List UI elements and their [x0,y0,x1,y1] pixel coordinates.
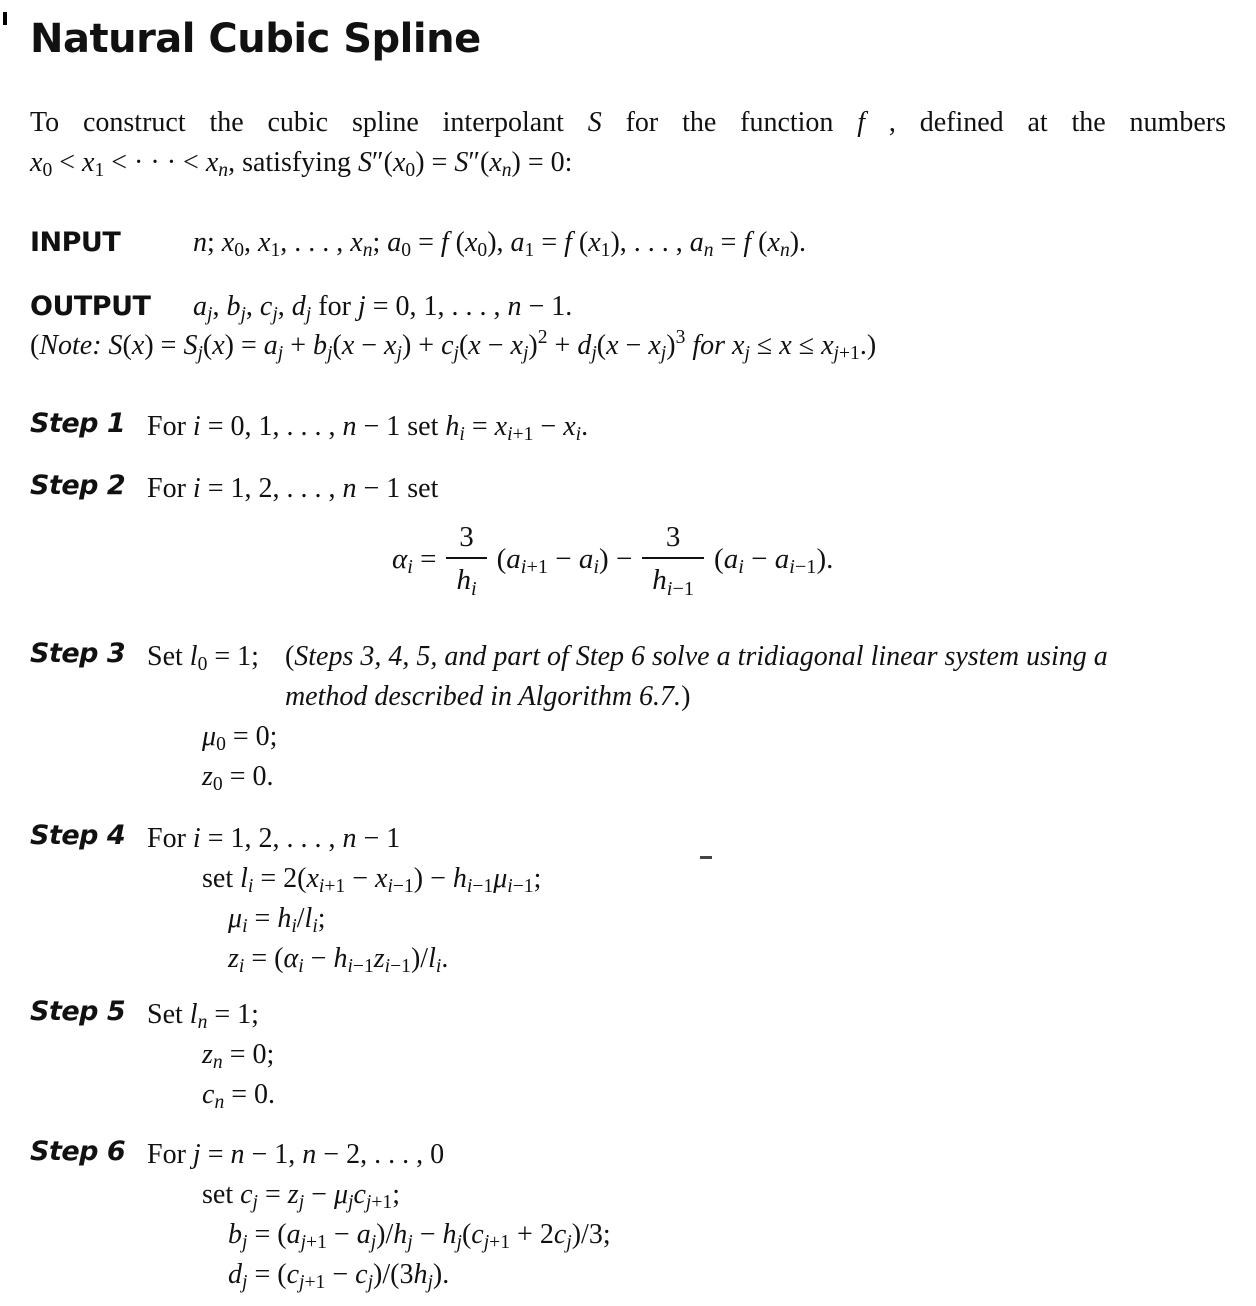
step-3-mu-line: $\mu_0 = 0$; [202,721,278,756]
fraction-2 [642,517,704,601]
intro-line-2: $x_0 < x_1$ < · · · < $x_n$, satisfying $S''(x_0) = S''(x_n) = 0$: [30,147,573,182]
step-5-label: Step 5 [30,996,126,1027]
step-4-label: Step 4 [30,820,126,851]
step-3-z-line: $z_0 = 0$. [202,761,274,796]
step-6-body [147,1135,1226,1295]
formula-lhs: $\alpha_i$ = [392,542,437,579]
step-5-c-line: $c_n = 0$. [202,1079,276,1114]
step-2-body [147,469,1226,509]
input-row [30,223,1226,263]
output-note: (Note: $S(x) = S_j(x) = a_j + b_j(x - x_j) + c_j(x - x_j)^2 + d_j(x - x_j)^3$ for $x_j \le x \le x_{j+1}$.) [30,327,877,365]
step-6-b-line: $b_j = (a_{j+1} - a_j)/h_j - h_j(c_{j+1} + 2c_j)/3$; [228,1219,611,1254]
fraction-1-denominator: $h_i$ [446,557,486,601]
step-6-set-line: set $c_j = z_j - \mu_jc_{j+1}$; [202,1179,400,1214]
input-section [30,223,1226,263]
input-label: INPUT [30,227,121,258]
fraction-2-numerator: 3 [665,521,681,553]
step-2-label: Step 2 [30,470,126,501]
step-6-for-line: For j = n − 1, n − 2, . . . , 0 [147,1139,445,1170]
step-4-body [147,819,1226,979]
step-2 [30,469,1226,509]
page-title: Natural Cubic Spline [30,16,481,62]
step-1-body [147,407,1226,447]
step-2-line: For i = 1, 2, . . . , n − 1 set [147,473,439,504]
step-3-set-line: Set $l_0 = 1$; [147,641,259,676]
step-6-label: Step 6 [30,1136,126,1167]
step-1 [30,407,1226,447]
step-4-z-line: $z_i = (\alpha_i - h_{i-1}z_{i-1})/l_i$. [228,943,449,978]
step-5-body [147,995,1226,1115]
formula-rhs: $(a_i - a_{i-1})$. [714,542,834,579]
formula-middle: $(a_{i+1} - a_i)$ − [496,542,633,579]
step-5-set-line: Set $l_n = 1$; [147,999,259,1034]
fraction-2-denominator: $h_{i-1}$ [642,557,704,601]
scan-artifact [700,856,712,859]
step-4-set-line: set $l_i = 2(x_{i+1} - x_{i-1}) - h_{i-1}\mu_{i-1}$; [202,863,542,898]
step-3-note: (Steps 3, 4, 5, and part of Step 6 solve a tridiagonal linear system using a method described in Algorithm 6.7.) [284,641,1108,712]
step-5 [30,995,1226,1115]
alpha-formula [390,517,1226,601]
fraction-1 [446,517,486,601]
step-3-first-line [147,637,1226,717]
step-6 [30,1135,1226,1295]
input-expression: n; $x_0$, $x_1$, . . . , $x_n$; $a_0 = f$ $(x_0)$, $a_1 = f$ $(x_1)$, . . . , $a_n = f$ $(x_n)$. [193,227,807,262]
step-3-body [147,637,1226,797]
output-row [30,287,1226,327]
step-4-for-line: For i = 1, 2, . . . , n − 1 [147,823,401,854]
scan-artifact [3,12,7,25]
step-3 [30,637,1226,797]
step-4-mu-line: $\mu_i = h_i/l_i$; [228,903,326,938]
output-section [30,287,1226,365]
output-label: OUTPUT [30,291,151,322]
step-4 [30,819,1226,979]
step-1-label: Step 1 [30,408,126,439]
step-3-label: Step 3 [30,638,126,669]
intro-line-1: To construct the cubic spline interpolant S for the function f , defined at the numbers [30,107,1226,138]
step-5-z-line: $z_n = 0$; [202,1039,275,1074]
step-6-d-line: $d_j = (c_{j+1} - c_j)/(3h_j)$. [228,1259,450,1294]
output-expression: $a_j$, $b_j$, $c_j$, $d_j$ for j = 0, 1, . . . , n − 1. [193,291,573,326]
intro-paragraph [30,103,1226,183]
fraction-1-numerator: 3 [459,521,474,553]
step-1-line: For i = 0, 1, . . . , n − 1 set $h_i = x_{i+1} - x_i$. [147,411,589,446]
